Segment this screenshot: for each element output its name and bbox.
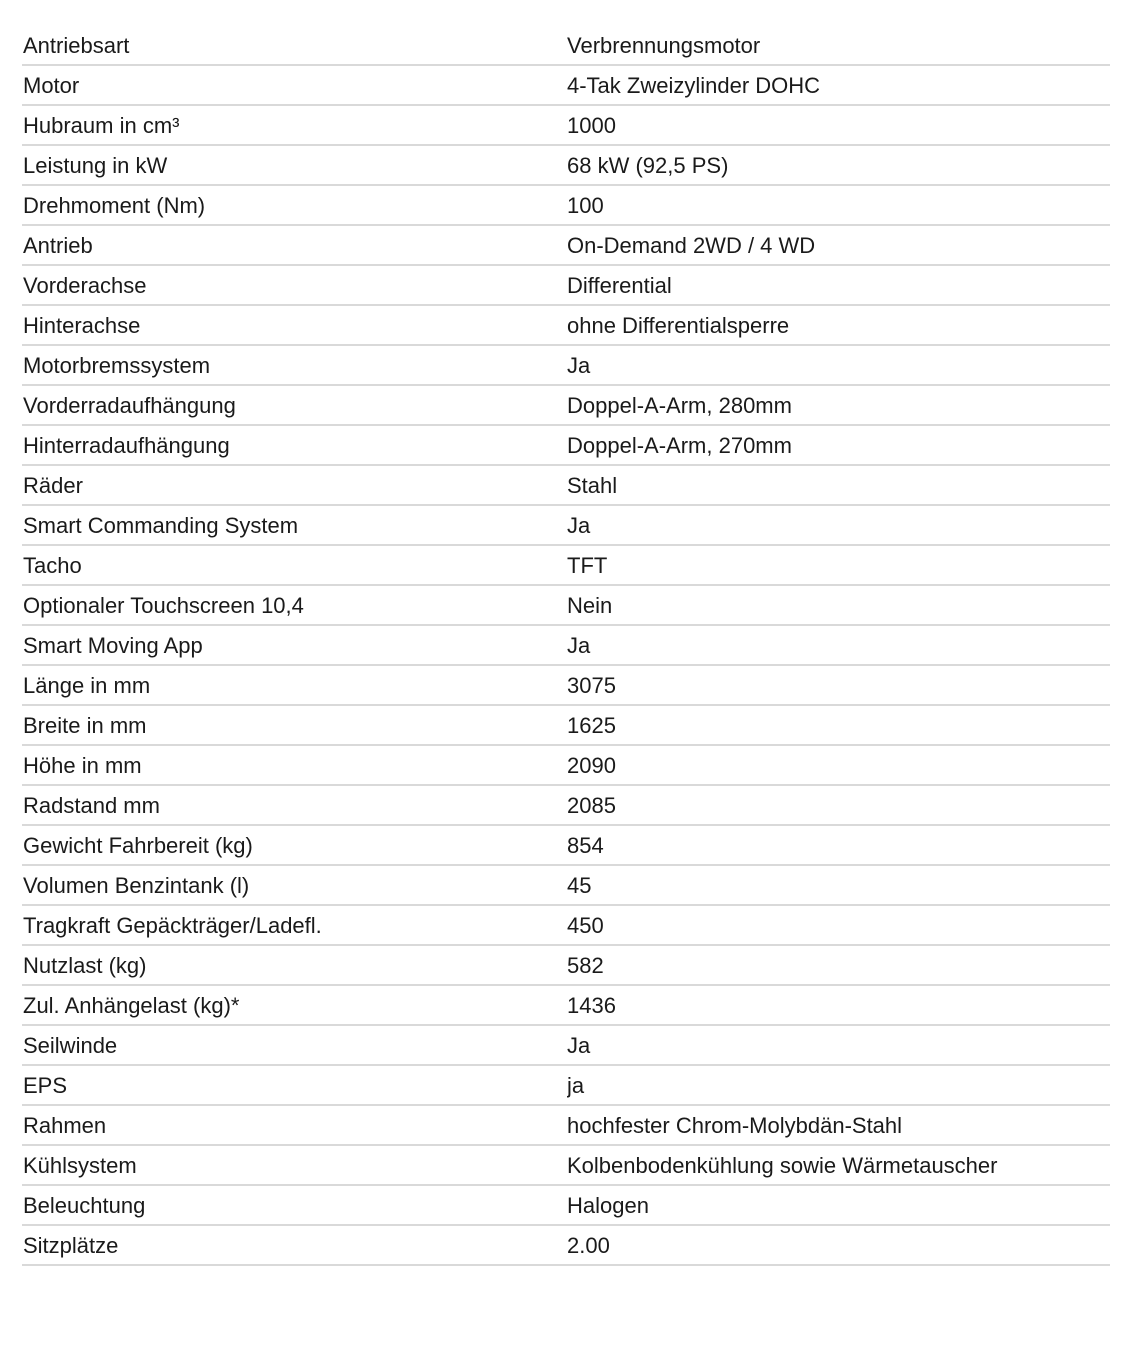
spec-label: Motorbremssystem (23, 353, 211, 378)
spec-label: EPS (23, 1073, 68, 1098)
spec-row-smart-commanding-system (22, 506, 1110, 546)
spec-row-leistung (22, 146, 1110, 186)
spec-label: Breite in mm (23, 713, 147, 738)
spec-table (22, 26, 1110, 1266)
spec-label: Länge in mm (23, 673, 151, 698)
spec-label: Sitzplätze (23, 1233, 119, 1258)
spec-value: Differential (567, 273, 672, 298)
spec-value: On-Demand 2WD / 4 WD (567, 233, 816, 258)
spec-value: 1625 (567, 713, 616, 738)
spec-value: Stahl (567, 473, 618, 498)
spec-row-hoehe (22, 746, 1110, 786)
spec-label: Zul. Anhängelast (kg)* (23, 993, 240, 1018)
spec-row-sitzplaetze (22, 1226, 1110, 1266)
spec-value: 45 (567, 873, 592, 898)
spec-label: Höhe in mm (23, 753, 142, 778)
spec-row-tacho (22, 546, 1110, 586)
spec-row-motor (22, 66, 1110, 106)
spec-value: 1436 (567, 993, 616, 1018)
spec-value: 854 (567, 833, 604, 858)
spec-row-breite (22, 706, 1110, 746)
spec-row-rahmen (22, 1106, 1110, 1146)
spec-value: Ja (567, 1033, 591, 1058)
spec-row-anhaengelast (22, 986, 1110, 1026)
spec-label: Optionaler Touchscreen 10,4 (23, 593, 304, 618)
spec-row-touchscreen (22, 586, 1110, 626)
spec-label: Volumen Benzintank (l) (23, 873, 250, 898)
spec-row-vorderradaufhaengung (22, 386, 1110, 426)
spec-value: Nein (567, 593, 613, 618)
spec-label: Tacho (23, 553, 82, 578)
spec-row-benzintank (22, 866, 1110, 906)
spec-label: Seilwinde (23, 1033, 118, 1058)
spec-value: ja (567, 1073, 585, 1098)
spec-value: 2.00 (567, 1233, 610, 1258)
spec-label: Vorderachse (23, 273, 147, 298)
spec-value: 4-Tak Zweizylinder DOHC (567, 73, 821, 98)
spec-row-motorbremssystem (22, 346, 1110, 386)
spec-value: 1000 (567, 113, 616, 138)
spec-value: Doppel-A-Arm, 270mm (567, 433, 792, 458)
spec-value: 2085 (567, 793, 616, 818)
spec-label: Radstand mm (23, 793, 160, 818)
spec-row-hinterradaufhaengung (22, 426, 1110, 466)
spec-row-smart-moving-app (22, 626, 1110, 666)
spec-row-antriebsart (22, 26, 1110, 66)
spec-row-laenge (22, 666, 1110, 706)
spec-label: Antriebsart (23, 33, 130, 58)
spec-value: 582 (567, 953, 604, 978)
spec-value: Ja (567, 513, 591, 538)
spec-row-beleuchtung (22, 1186, 1110, 1226)
spec-value: ohne Differentialsperre (567, 313, 790, 338)
spec-label: Leistung in kW (23, 153, 168, 178)
spec-row-eps (22, 1066, 1110, 1106)
spec-value: 68 kW (92,5 PS) (567, 153, 729, 178)
spec-value: 100 (567, 193, 604, 218)
spec-value: Verbrennungsmotor (567, 33, 761, 58)
spec-row-hubraum (22, 106, 1110, 146)
spec-value: Kolbenbodenkühlung sowie Wärmetauscher (567, 1153, 998, 1178)
spec-label: Motor (23, 73, 80, 98)
spec-label: Kühlsystem (23, 1153, 137, 1178)
spec-value: 3075 (567, 673, 616, 698)
spec-value: Ja (567, 633, 591, 658)
spec-row-seilwinde (22, 1026, 1110, 1066)
spec-value: hochfester Chrom-Molybdän-Stahl (567, 1113, 903, 1138)
spec-label: Hinterradaufhängung (23, 433, 230, 458)
spec-row-hinterachse (22, 306, 1110, 346)
spec-value: Ja (567, 353, 591, 378)
spec-label: Vorderradaufhängung (23, 393, 236, 418)
spec-row-drehmoment (22, 186, 1110, 226)
spec-value: Doppel-A-Arm, 280mm (567, 393, 792, 418)
spec-row-nutzlast (22, 946, 1110, 986)
spec-value: 450 (567, 913, 604, 938)
spec-row-kuehlsystem (22, 1146, 1110, 1186)
spec-label: Räder (23, 473, 83, 498)
spec-label: Beleuchtung (23, 1193, 146, 1218)
spec-row-raeder (22, 466, 1110, 506)
spec-label: Hinterachse (23, 313, 141, 338)
spec-value: 2090 (567, 753, 616, 778)
spec-row-tragkraft (22, 906, 1110, 946)
spec-label: Smart Commanding System (23, 513, 299, 538)
spec-row-radstand (22, 786, 1110, 826)
spec-value: TFT (567, 553, 608, 578)
spec-label: Gewicht Fahrbereit (kg) (23, 833, 253, 858)
spec-label: Drehmoment (Nm) (23, 193, 206, 218)
spec-row-gewicht (22, 826, 1110, 866)
spec-label: Rahmen (23, 1113, 107, 1138)
spec-label: Nutzlast (kg) (23, 953, 147, 978)
spec-label: Tragkraft Gepäckträger/Ladefl. (23, 913, 322, 938)
spec-label: Antrieb (23, 233, 93, 258)
spec-label: Smart Moving App (23, 633, 203, 658)
spec-value: Halogen (567, 1193, 649, 1218)
spec-row-antrieb (22, 226, 1110, 266)
spec-row-vorderachse (22, 266, 1110, 306)
spec-label: Hubraum in cm³ (23, 113, 180, 138)
